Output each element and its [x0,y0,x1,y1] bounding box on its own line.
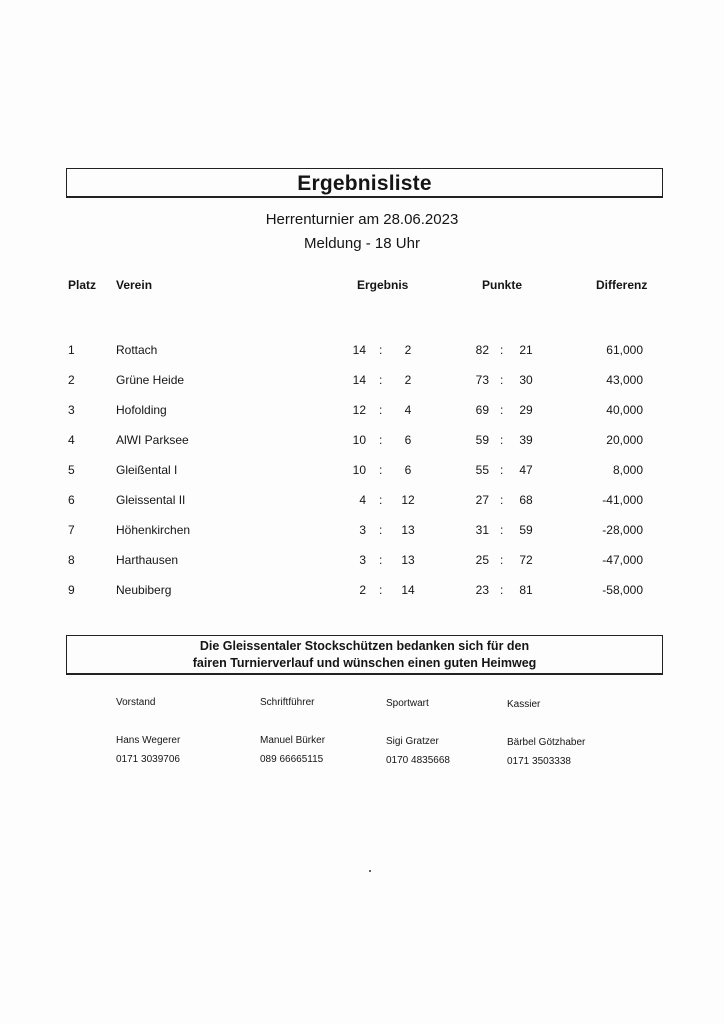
cell-platz: 6 [68,493,75,507]
subtitle-registration: Meldung - 18 Uhr [304,235,420,252]
cell-verein: Gleißental I [116,463,178,477]
cell-ergebnis-opponent: 4 [404,403,412,417]
cell-ergebnis-own: 14 [352,373,366,387]
cell-ergebnis-opponent: 2 [404,343,412,357]
cell-verein: Harthausen [116,553,179,567]
cell-punkte-own: 25 [475,553,489,567]
cell-platz: 4 [68,433,75,447]
cell-differenz: 61,000 [606,343,643,357]
table-row [0,340,724,360]
cell-platz: 2 [68,373,75,387]
cell-punkte-opponent: 81 [519,583,533,597]
header-punkte: Punkte [482,278,523,292]
cell-verein: Neubiberg [116,583,172,597]
cell-ergebnis-opponent: 6 [404,433,412,447]
cell-punkte-separator: : [500,343,504,357]
cell-ergebnis-own: 4 [359,493,366,507]
cell-platz: 5 [68,463,75,477]
cell-punkte-own: 82 [475,343,489,357]
contact-phone: 089 66665115 [260,754,324,765]
cell-ergebnis-own: 10 [352,463,366,477]
contact-phone: 0171 3503338 [507,756,571,767]
cell-ergebnis-separator: : [379,493,383,507]
cell-ergebnis-opponent: 12 [401,493,415,507]
cell-punkte-separator: : [500,583,504,597]
cell-punkte-own: 23 [475,583,489,597]
cell-platz: 8 [68,553,75,567]
cell-differenz: -47,000 [602,553,643,567]
cell-differenz: -28,000 [602,523,643,537]
contact-role: Kassier [507,699,541,710]
contact-role: Sportwart [386,698,429,709]
cell-punkte-own: 27 [475,493,489,507]
cell-verein: Hofolding [116,403,167,417]
cell-ergebnis-own: 3 [359,523,366,537]
table-row [0,460,724,480]
cell-differenz: 20,000 [606,433,643,447]
table-row [0,550,724,570]
table-row [0,520,724,540]
cell-ergebnis-separator: : [379,463,383,477]
cell-punkte-separator: : [500,463,504,477]
cell-punkte-own: 59 [475,433,489,447]
cell-punkte-own: 31 [475,523,489,537]
page-title: Ergebnisliste [297,172,432,195]
cell-punkte-opponent: 21 [519,343,533,357]
table-row [0,580,724,600]
cell-differenz: 43,000 [606,373,643,387]
cell-punkte-own: 73 [475,373,489,387]
cell-ergebnis-own: 12 [352,403,366,417]
cell-verein: Rottach [116,343,158,357]
cell-differenz: 8,000 [612,463,643,477]
cell-verein: Höhenkirchen [116,523,191,537]
header-verein: Verein [116,278,153,292]
cell-ergebnis-separator: : [379,403,383,417]
cell-punkte-separator: : [500,493,504,507]
cell-punkte-own: 69 [475,403,489,417]
scan-dot [369,870,371,872]
cell-ergebnis-opponent: 2 [404,373,412,387]
contact-phone: 0171 3039706 [116,754,180,765]
cell-punkte-opponent: 39 [519,433,533,447]
header-ergebnis: Ergebnis [357,278,409,292]
cell-verein: AlWI Parksee [116,433,189,447]
contact-name: Bärbel Götzhaber [507,737,586,748]
cell-verein: Grüne Heide [116,373,185,387]
cell-ergebnis-opponent: 6 [404,463,412,477]
contact-role: Vorstand [116,697,156,708]
cell-ergebnis-separator: : [379,373,383,387]
table-row [0,370,724,390]
cell-ergebnis-separator: : [379,553,383,567]
thanks-box [66,635,663,675]
cell-ergebnis-own: 14 [352,343,366,357]
contact-phone: 0170 4835668 [386,755,450,766]
cell-punkte-separator: : [500,433,504,447]
cell-ergebnis-own: 10 [352,433,366,447]
cell-differenz: 40,000 [606,403,643,417]
contact-name: Manuel Bürker [260,735,326,746]
contact-name: Sigi Gratzer [386,736,439,747]
cell-ergebnis-separator: : [379,523,383,537]
cell-punkte-opponent: 72 [519,553,533,567]
cell-punkte-separator: : [500,373,504,387]
cell-ergebnis-opponent: 13 [401,553,415,567]
header-platz: Platz [68,278,97,292]
cell-ergebnis-opponent: 13 [401,523,415,537]
contact-role: Schriftführer [260,697,315,708]
header-differenz: Differenz [596,278,648,292]
thanks-line: fairen Turnierverlauf und wünschen einen guten Heimweg [192,656,537,670]
cell-punkte-separator: : [500,523,504,537]
table-row [0,400,724,420]
cell-platz: 9 [68,583,75,597]
cell-verein: Gleissental II [116,493,186,507]
cell-punkte-opponent: 47 [519,463,533,477]
thanks-line: Die Gleissentaler Stockschützen bedanken sich für den [199,639,530,653]
cell-punkte-own: 55 [475,463,489,477]
cell-punkte-opponent: 59 [519,523,533,537]
table-row [0,490,724,510]
cell-ergebnis-separator: : [379,343,383,357]
cell-differenz: -41,000 [602,493,643,507]
cell-punkte-opponent: 30 [519,373,533,387]
cell-punkte-separator: : [500,553,504,567]
table-row [0,430,724,450]
cell-ergebnis-opponent: 14 [401,583,415,597]
cell-ergebnis-own: 2 [359,583,366,597]
subtitle-tournament: Herrenturnier am 28.06.2023 [265,211,459,228]
cell-platz: 7 [68,523,75,537]
cell-punkte-opponent: 68 [519,493,533,507]
cell-platz: 1 [68,343,75,357]
contact-name: Hans Wegerer [116,735,181,746]
cell-differenz: -58,000 [602,583,643,597]
cell-punkte-opponent: 29 [519,403,533,417]
cell-ergebnis-separator: : [379,433,383,447]
title-box [66,168,663,198]
cell-ergebnis-separator: : [379,583,383,597]
cell-ergebnis-own: 3 [359,553,366,567]
cell-punkte-separator: : [500,403,504,417]
cell-platz: 3 [68,403,75,417]
